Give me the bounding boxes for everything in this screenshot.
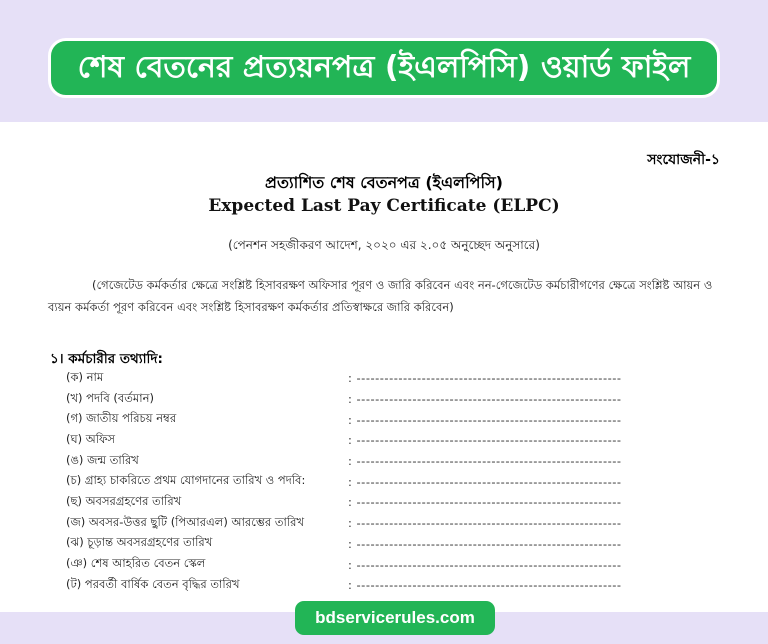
website-label: bdservicerules.com — [315, 608, 475, 627]
field-row — [66, 575, 706, 596]
field-row — [66, 513, 706, 534]
field-label: (চ) গ্রাহ্য চাকরিতে প্রথম যোগদানের তারিখ ও পদবি: — [66, 473, 306, 488]
section-title: ১। কর্মচারীর তথ্যাদি: — [50, 351, 163, 367]
field-value: : --------------------------------------------------------- — [348, 412, 622, 427]
field-row — [66, 430, 706, 451]
subheading: (পেনশন সহজীকরণ আদেশ, ২০২০ এর ২.০৫ অনুচ্ছেদ অনুসারে) — [228, 238, 540, 252]
field-label: (ঞ) শেষ আহরিত বেতন স্কেল — [66, 556, 206, 571]
field-row — [66, 554, 706, 575]
field-value: : --------------------------------------------------------- — [348, 454, 622, 469]
field-value: : --------------------------------------------------------- — [348, 371, 622, 386]
field-label: (ক) নাম — [66, 369, 104, 384]
banner-title: শেষ বেতনের প্রত্যয়নপত্র (ইএলপিসি) ওয়ার্ড ফাইল — [77, 49, 691, 85]
field-value: : --------------------------------------------------------- — [348, 516, 622, 531]
field-label: (গ) জাতীয় পরিচয় নম্বর — [66, 411, 177, 426]
field-label: (ছ) অবসরগ্রহণের তারিখ — [66, 493, 182, 508]
field-label: (ঙ) জন্ম তারিখ — [66, 452, 139, 467]
field-row — [66, 451, 706, 472]
field-value: : --------------------------------------------------------- — [348, 578, 622, 593]
field-row — [66, 389, 706, 410]
field-label: (ঘ) অফিস — [66, 431, 115, 446]
field-row — [66, 368, 706, 389]
annex-label: সংযোজনী-১ — [647, 152, 720, 168]
heading-english: Expected Last Pay Certificate (ELPC) — [208, 196, 560, 216]
field-value: : --------------------------------------------------------- — [348, 474, 622, 489]
field-value: : --------------------------------------------------------- — [348, 495, 622, 510]
website-link[interactable] — [295, 601, 495, 635]
field-row — [66, 492, 706, 513]
document-preview — [0, 122, 768, 612]
field-label: (ট) পরবর্তী বার্ষিক বেতন বৃদ্ধির তারিখ — [66, 576, 240, 591]
field-list — [66, 368, 706, 596]
field-row — [66, 409, 706, 430]
field-value: : --------------------------------------------------------- — [348, 536, 622, 551]
instruction-paragraph: (গেজেটেড কর্মকর্তার ক্ষেত্রে সংশ্লিষ্ট হিসাবরক্ষণ অফিসার পূরণ ও জারি করিবেন এবং নন-গেজেটেড কর্মচারীগণের ক্ষেত্রে সংশ্লিষ্ট আয়ন ও ব্যয়ন কর্মকর্তা পূরণ করিবেন এবং সংশ্লিষ্ট হিসাবরক্ষণ কর্মকর্তার প্রতিস্বাক্ষরে জারি করিবেন) — [48, 278, 713, 314]
field-label: (ঝ) চূড়ান্ত অবসরগ্রহণের তারিখ — [66, 535, 213, 550]
field-label: (খ) পদবি (বর্তমান) — [66, 390, 154, 405]
field-row — [66, 534, 706, 555]
field-row — [66, 471, 706, 492]
heading-bangla: প্রত্যাশিত শেষ বেতনপত্র (ইএলপিসি) — [265, 173, 503, 192]
field-value: : --------------------------------------------------------- — [348, 557, 622, 572]
field-value: : --------------------------------------------------------- — [348, 392, 622, 407]
field-value: : --------------------------------------------------------- — [348, 433, 622, 448]
title-banner — [48, 38, 720, 98]
field-label: (জ) অবসর-উত্তর ছুটি (পিআরএল) আরম্ভের তারিখ — [66, 514, 305, 529]
